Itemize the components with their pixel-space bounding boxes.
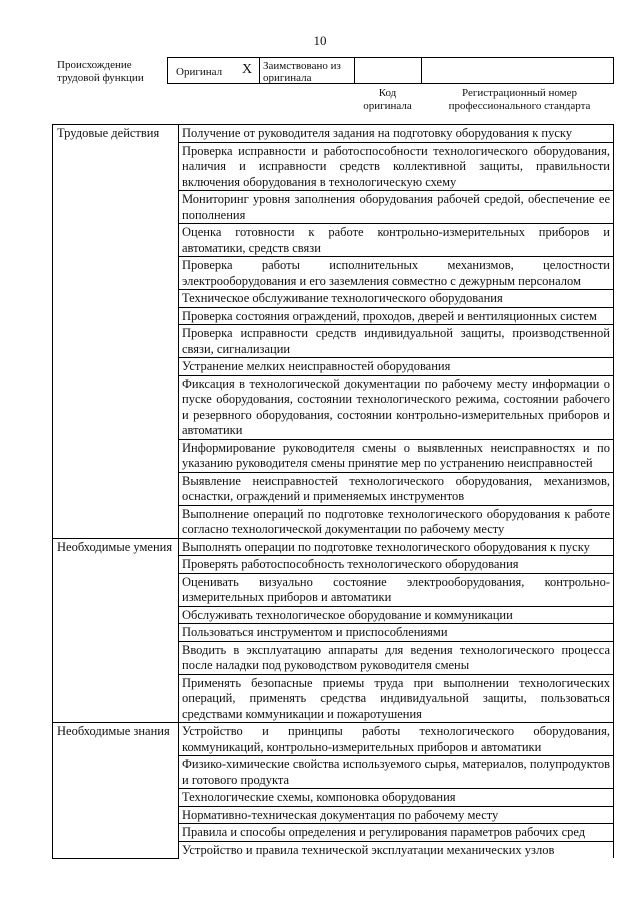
- origin-table: [167, 57, 614, 84]
- required-skills-item: Вводить в эксплуатацию аппараты для ведения технологического процесса после наладки под руководством руководителя смены: [179, 641, 614, 674]
- table-row: [53, 723, 614, 756]
- table-body: [53, 125, 614, 859]
- code-caption: Код оригинала: [363, 87, 412, 112]
- labor-actions-item: Устранение мелких неисправностей оборудования: [179, 358, 614, 376]
- origin-original-label: Оригинал: [176, 66, 223, 78]
- required-knowledge-item: Устройство и принципы работы технологического оборудования, коммуникаций, контрольно-измерительных приборов и автоматики: [179, 723, 614, 756]
- required-knowledge-item: Устройство и правила технической эксплуатации механических узлов: [179, 841, 614, 858]
- required-skills-item: Пользоваться инструментом и приспособлениями: [179, 624, 614, 642]
- labor-actions-item: Получение от руководителя задания на подготовку оборудования к пуску: [179, 125, 614, 143]
- origin-original-mark: X: [242, 62, 253, 77]
- required-skills-item: Применять безопасные приемы труда при выполнении технологических операций, применять средства индивидуальной защиты, пользоваться средствами коммуникации и пожаротушения: [179, 674, 614, 723]
- labor-actions-item: Проверка работы исполнительных механизмов, целостности электрооборудования и его заземления совместно с дежурным персоналом: [179, 257, 614, 290]
- required-skills-item: Обслуживать технологическое оборудование и коммуникации: [179, 606, 614, 624]
- labor-actions-item: Мониторинг уровня заполнения оборудования рабочей средой, обеспечение ее пополнения: [179, 191, 614, 224]
- required-skills-item: Оценивать визуально состояние электрооборудования, контрольно-измерительных приборов и автоматики: [179, 573, 614, 606]
- origin-borrowed-cell: Заимствовано из оригинала: [260, 58, 355, 83]
- required-skills-item: Проверять работоспособность технологического оборудования: [179, 556, 614, 574]
- required-skills-item: Выполнять операции по подготовке технологического оборудования к пуску: [179, 538, 614, 556]
- table-row: [53, 538, 614, 556]
- page-number: 10: [313, 33, 327, 48]
- required-skills-heading: Необходимые умения: [53, 538, 179, 723]
- labor-actions-item: Выполнение операций по подготовке технологического оборудования к работе согласно технологической документации по рабочему месту: [179, 505, 614, 538]
- required-knowledge-item: Правила и способы определения и регулирования параметров рабочих сред: [179, 824, 614, 842]
- required-knowledge-heading: Необходимые знания: [53, 723, 179, 859]
- labor-actions-item: Фиксация в технологической документации по рабочему месту информации о пуске оборудования, состоянии технологического режима, состоянии рабочего и резервного оборудования, состоянии контрольно-измерительных приборов и автоматики: [179, 375, 614, 439]
- labor-actions-heading: Трудовые действия: [53, 125, 179, 539]
- origin-reg-cell: [422, 58, 613, 83]
- labor-actions-item: Техническое обслуживание технологического оборудования: [179, 290, 614, 308]
- labor-actions-item: Оценка готовности к работе контрольно-измерительных приборов и автоматики, средств связи: [179, 224, 614, 257]
- labor-actions-item: Проверка исправности средств индивидуальной защиты, производственной связи, сигнализации: [179, 325, 614, 358]
- origin-code-cell: [355, 58, 422, 83]
- reg-caption: Регистрационный номер профессионального стандарта: [448, 87, 591, 112]
- origin-label: Происхождение трудовой функции: [57, 59, 144, 84]
- table-row: [53, 125, 614, 143]
- required-knowledge-item: Технологические схемы, компоновка оборудования: [179, 789, 614, 807]
- labor-actions-item: Проверка состояния ограждений, проходов, дверей и вентиляционных систем: [179, 307, 614, 325]
- origin-original-cell: [168, 58, 260, 83]
- labor-actions-item: Проверка исправности и работоспособности технологического оборудования, наличия и исправности средств коллективной защиты, правильности включения оборудования в технологическую схему: [179, 142, 614, 191]
- labor-actions-item: Информирование руководителя смены о выявленных неисправностях и по указанию руководителя смены принятие мер по устранению неисправностей: [179, 439, 614, 472]
- labor-actions-item: Выявление неисправностей технологического оборудования, механизмов, оснастки, ограждений и применяемых инструментов: [179, 472, 614, 505]
- labor-function-table: [52, 124, 614, 859]
- required-knowledge-item: Физико-химические свойства используемого сырья, материалов, полупродуктов и готового продукта: [179, 756, 614, 789]
- required-knowledge-item: Нормативно-техническая документация по рабочему месту: [179, 806, 614, 824]
